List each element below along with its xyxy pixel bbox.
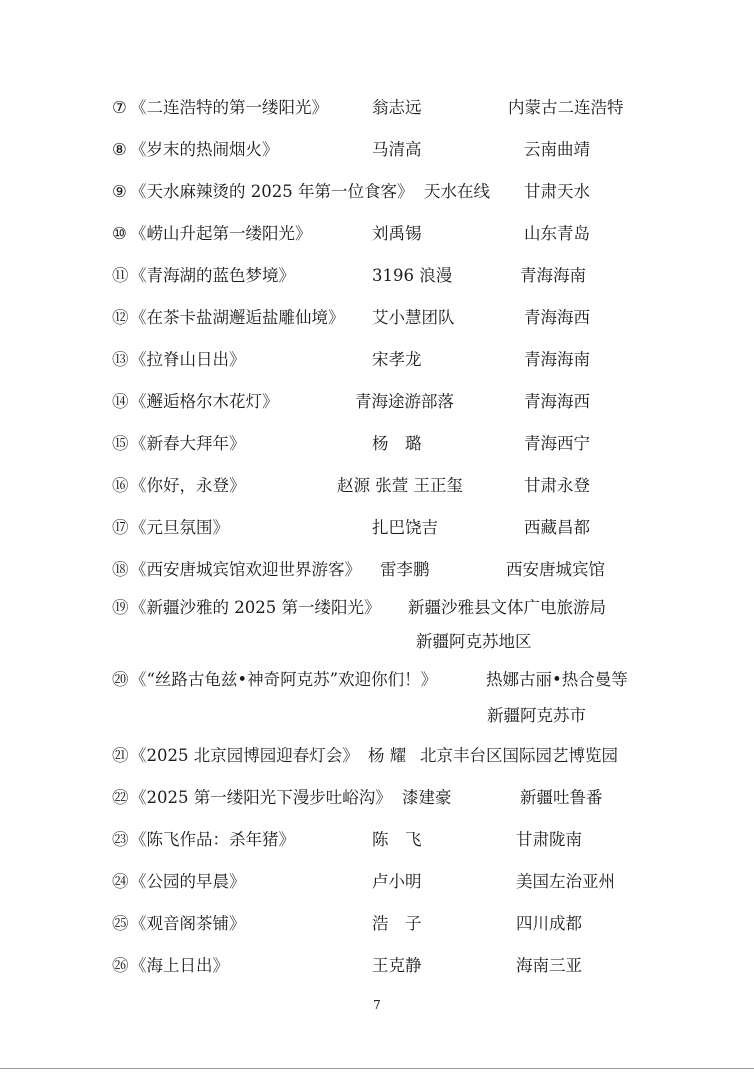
entry-location: 西藏昌都 xyxy=(524,518,590,537)
entry-author: 赵源 张萱 王正玺 xyxy=(337,476,463,495)
entry-19 xyxy=(0,596,754,656)
entry-location: 海南三亚 xyxy=(516,956,582,975)
entry-title: 《公园的早晨》 xyxy=(130,872,246,891)
entry-number: ⑩ xyxy=(112,224,127,243)
entry-22 xyxy=(0,786,754,826)
entry-10 xyxy=(0,222,754,262)
entry-title: 《陈飞作品：杀年猪》 xyxy=(130,830,295,849)
entry-location: 内蒙古二连浩特 xyxy=(508,98,624,117)
entry-title: 《2025 第一缕阳光下漫步吐峪沟》 xyxy=(130,788,392,807)
entry-number: ⑲ xyxy=(112,598,129,617)
entry-title: 《“丝路古龟兹•神奇阿克苏”欢迎你们！》 xyxy=(130,670,438,689)
entry-author: 热娜古丽•热合曼等 xyxy=(486,670,628,689)
entry-author: 漆建豪 xyxy=(402,788,452,807)
entry-number: ⑨ xyxy=(112,182,127,201)
entry-title: 《观音阁茶铺》 xyxy=(130,914,246,933)
entry-20 xyxy=(0,668,754,728)
entry-location: 甘肃永登 xyxy=(524,476,590,495)
entry-author: 陈 飞 xyxy=(372,830,422,849)
entry-number: ⑮ xyxy=(112,434,129,453)
entry-title: 《新春大拜年》 xyxy=(130,434,246,453)
entry-number: ⑭ xyxy=(112,392,129,411)
entry-location: 西安唐城宾馆 xyxy=(506,560,605,579)
entry-title: 《岁末的热闹烟火》 xyxy=(130,140,279,159)
entry-18 xyxy=(0,558,754,598)
entry-location: 甘肃天水 xyxy=(524,182,590,201)
entry-location: 四川成都 xyxy=(516,914,582,933)
entry-title: 《崂山升起第一缕阳光》 xyxy=(130,224,312,243)
page-bottom-divider xyxy=(0,1068,754,1069)
entry-location: 青海海西 xyxy=(524,392,590,411)
entry-number: ㉔ xyxy=(112,872,129,891)
entry-title: 《二连浩特的第一缕阳光》 xyxy=(130,98,328,117)
entry-9 xyxy=(0,180,754,220)
entry-title: 《你好，永登》 xyxy=(130,476,246,495)
entry-15 xyxy=(0,432,754,472)
entry-author: 艾小慧团队 xyxy=(372,308,455,327)
entry-title: 《西安唐城宾馆欢迎世界游客》 xyxy=(130,560,361,579)
entry-8 xyxy=(0,138,754,178)
entry-21 xyxy=(0,744,754,784)
entry-title: 《元旦氛围》 xyxy=(130,518,229,537)
entry-number: ㉓ xyxy=(112,830,129,849)
entry-number: ㉖ xyxy=(112,956,129,975)
entry-number: ⑳ xyxy=(112,670,129,689)
entry-number: ⑫ xyxy=(112,308,129,327)
entry-location: 青海西宁 xyxy=(524,434,590,453)
entry-title: 《拉脊山日出》 xyxy=(130,350,246,369)
entry-author: 浩 子 xyxy=(372,914,422,933)
entry-number: ⑦ xyxy=(112,98,127,117)
entry-number: ⑧ xyxy=(112,140,127,159)
entry-author: 杨 耀 xyxy=(368,746,407,765)
entry-number: ⑪ xyxy=(112,266,129,285)
entry-title: 《2025 北京园博园迎春灯会》 xyxy=(130,746,359,765)
entry-location: 青海海西 xyxy=(524,308,590,327)
entry-author: 扎巴饶吉 xyxy=(372,518,438,537)
entry-23 xyxy=(0,828,754,868)
entry-number: ⑯ xyxy=(112,476,129,495)
entry-author: 青海途游部落 xyxy=(355,392,454,411)
entry-author: 天水在线 xyxy=(424,182,490,201)
entry-author: 雷李鹏 xyxy=(380,560,430,579)
entry-author: 翁志远 xyxy=(372,98,422,117)
entry-16 xyxy=(0,474,754,514)
entry-title: 《邂逅格尔木花灯》 xyxy=(130,392,279,411)
entry-author: 宋孝龙 xyxy=(372,350,422,369)
entry-14 xyxy=(0,390,754,430)
entry-location: 甘肃陇南 xyxy=(516,830,582,849)
entry-author: 杨 璐 xyxy=(372,434,422,453)
entry-number: ⑱ xyxy=(112,560,129,579)
entry-location: 新疆阿克苏地区 xyxy=(416,632,532,651)
entry-title: 《新疆沙雅的 2025 第一缕阳光》 xyxy=(130,598,381,617)
entry-author: 马清高 xyxy=(372,140,422,159)
entry-location: 青海海南 xyxy=(524,350,590,369)
entry-author: 新疆沙雅县文体广电旅游局 xyxy=(408,598,606,617)
entry-title: 《天水麻辣烫的 2025 年第一位食客》 xyxy=(130,182,414,201)
entry-location: 山东青岛 xyxy=(524,224,590,243)
entry-title: 《青海湖的蓝色梦境》 xyxy=(130,266,295,285)
entry-title: 《在茶卡盐湖邂逅盐雕仙境》 xyxy=(130,308,345,327)
entry-number: ⑰ xyxy=(112,518,129,537)
entry-number: ⑬ xyxy=(112,350,129,369)
entry-location: 青海海南 xyxy=(520,266,586,285)
entry-author: 3196 浪漫 xyxy=(372,266,453,285)
entry-title: 《海上日出》 xyxy=(130,956,229,975)
entry-location: 新疆阿克苏市 xyxy=(487,706,586,725)
page-number: 7 xyxy=(373,998,381,1012)
entry-number: ㉒ xyxy=(112,788,129,807)
entry-location: 美国左治亚州 xyxy=(516,872,615,891)
entry-25 xyxy=(0,912,754,952)
entry-12 xyxy=(0,306,754,346)
entry-13 xyxy=(0,348,754,388)
entry-location: 新疆吐鲁番 xyxy=(520,788,603,807)
entry-author: 刘禹锡 xyxy=(372,224,422,243)
entry-location: 云南曲靖 xyxy=(524,140,590,159)
entry-author: 卢小明 xyxy=(372,872,422,891)
entry-location: 北京丰台区国际园艺博览园 xyxy=(420,746,618,765)
entry-26 xyxy=(0,954,754,994)
entry-number: ㉕ xyxy=(112,914,129,933)
entry-author: 王克静 xyxy=(372,956,422,975)
entry-number: ㉑ xyxy=(112,746,129,765)
entry-7 xyxy=(0,96,754,136)
entry-17 xyxy=(0,516,754,556)
entry-11 xyxy=(0,264,754,304)
entry-24 xyxy=(0,870,754,910)
